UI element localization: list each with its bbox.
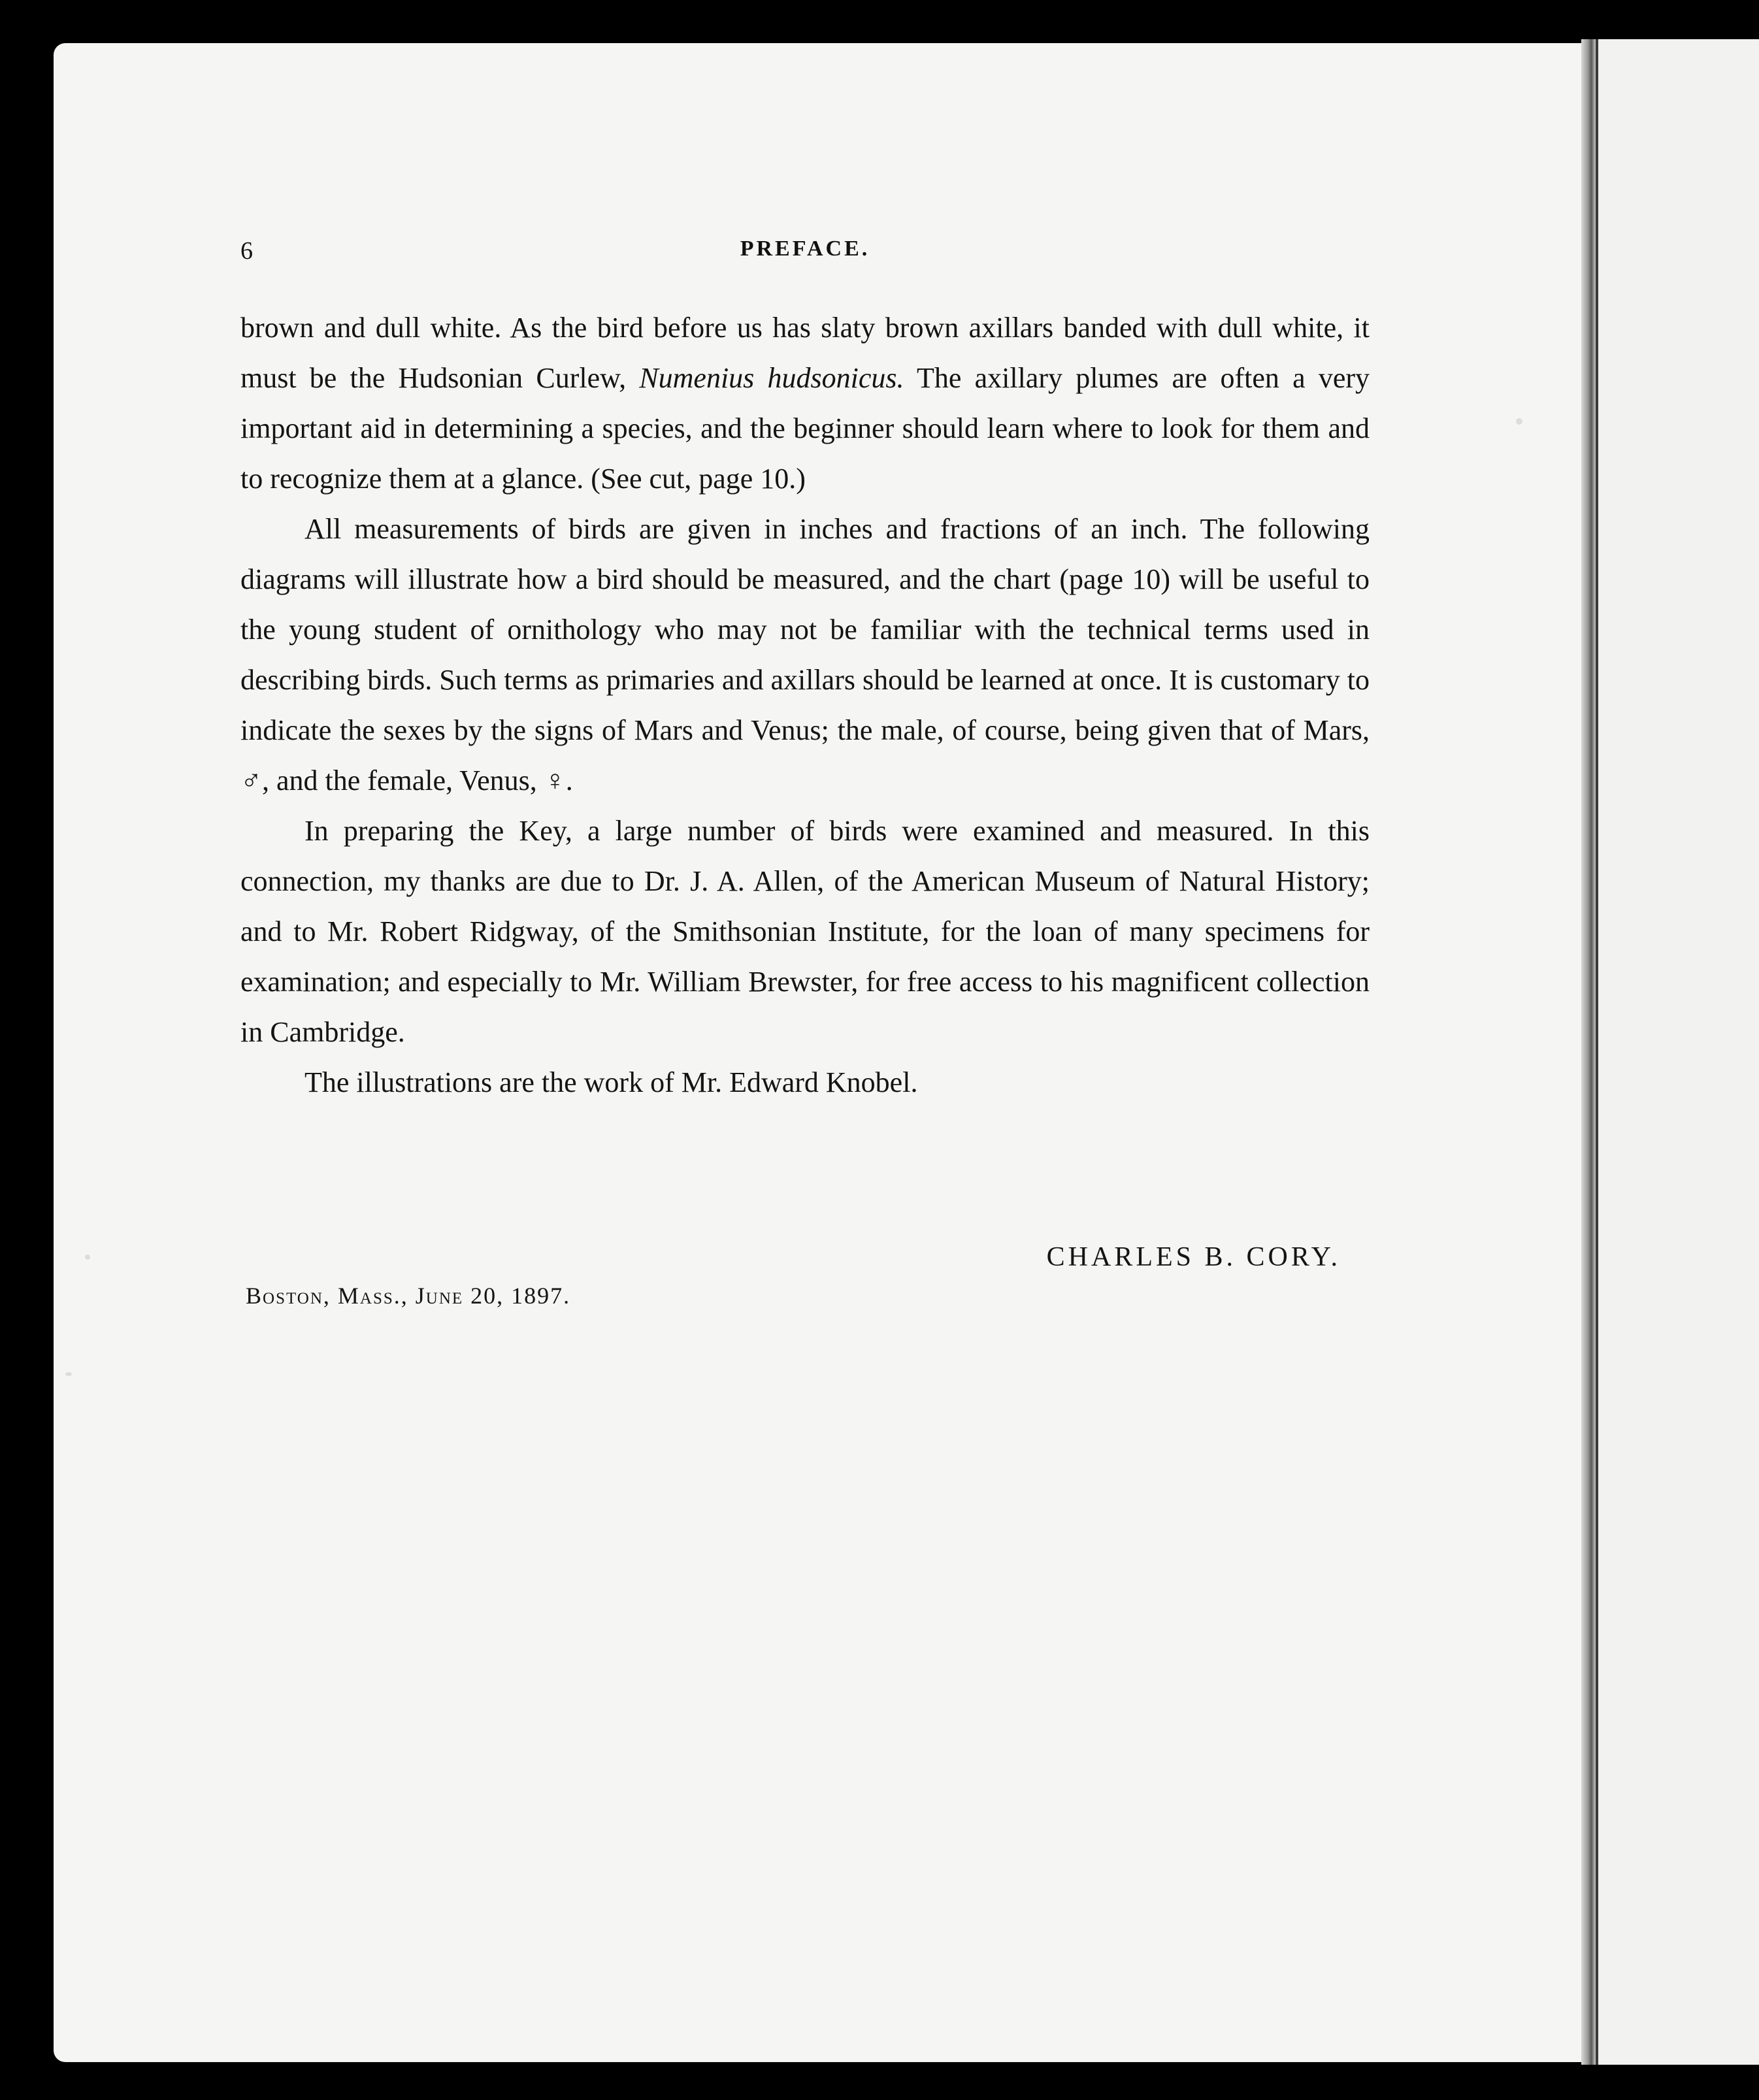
scan-speck: [1516, 418, 1522, 425]
paragraph: [240, 303, 1370, 504]
paragraph-text: In preparing the Key, a large number of birds were examined and measured. In this connection, my thanks are due to Dr. J. A. Allen, of the American Museum of Natural History; and to Mr. Robert Ridgway, of the Smithsonian Institute, for the loan of many specimens for examination; and especially to Mr. William Brewster, for free access to his magnificent collection in Cambridge.: [240, 815, 1370, 1048]
paragraph-text: All measurements of birds are given in inches and fractions of an inch. The following diagrams will illustrate how a bird should be measured, and the chart (page 10) will be useful to the young student of ornithology who may not be familiar with the technical terms used in describing birds. Such terms as primaries and axillars should be learned at once. It is customary to indicate the sexes by the signs of Mars and Venus; the male, of course, being given that of Mars, ♂, and the female, Venus, ♀.: [240, 513, 1370, 796]
author-signature: CHARLES B. CORY.: [1046, 1242, 1341, 1272]
page-gutter-edge: [1581, 39, 1596, 2065]
scan-speck: [85, 1255, 90, 1260]
body-text: [240, 303, 1370, 1107]
paragraph-text: The axillary plumes are often a very important aid in determining a species, and the beginner should learn where to look for them and to recognize them at a glance. (See cut, page 10.): [240, 362, 1370, 495]
section-title: PREFACE.: [740, 237, 870, 261]
species-name: Numenius hudsonicus.: [639, 362, 904, 394]
paragraph: [240, 1057, 1370, 1107]
paragraph: [240, 504, 1370, 806]
paragraph-text: The illustrations are the work of Mr. Edward Knobel.: [304, 1066, 918, 1098]
running-head: [240, 237, 1370, 273]
scan-speck: [65, 1372, 72, 1376]
paragraph: [240, 806, 1370, 1057]
page-number: 6: [240, 237, 253, 265]
adjacent-page: [1596, 39, 1759, 2065]
paragraph-text: brown and dull white. As the bird before us has slaty brown axillars banded with dull white, it must be the Hudsonian Curlew,: [240, 312, 1370, 394]
dateline: Boston, Mass., June 20, 1897.: [246, 1283, 571, 1309]
